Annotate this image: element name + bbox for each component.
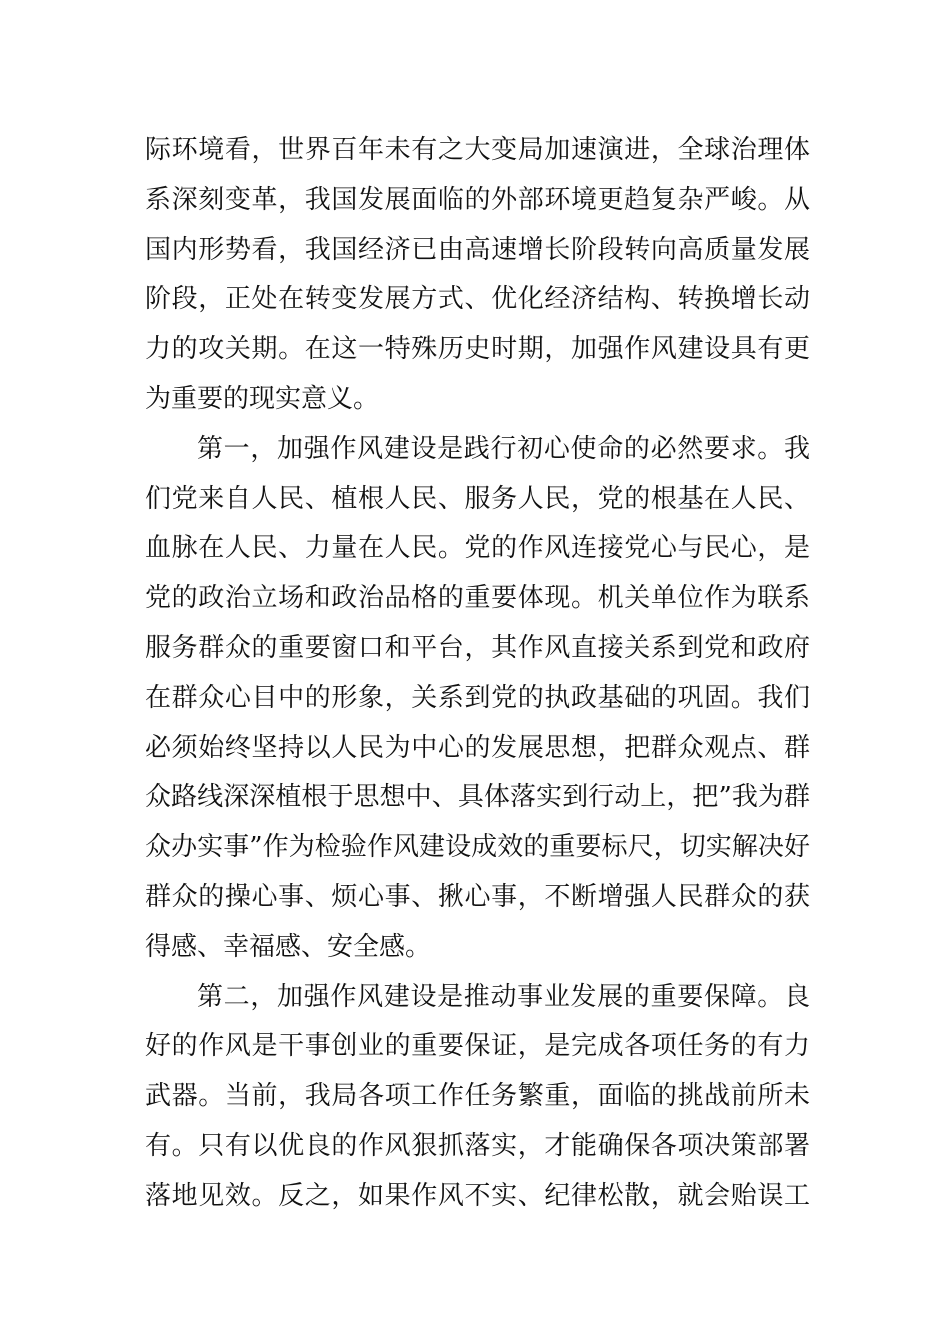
text-line: 群众的操心事、烦心事、揪心事，不断增强人民群众的获 — [145, 881, 810, 912]
text-line: 为重要的现实意义。 — [145, 383, 380, 414]
text-line: 们党来自人民、植根人民、服务人民，党的根基在人民、 — [145, 483, 810, 514]
text-line: 服务群众的重要窗口和平台，其作风直接关系到党和政府 — [145, 632, 810, 663]
text-line: 得感、幸福感、安全感。 — [145, 931, 432, 962]
text-line: 有。只有以优良的作风狠抓落实，才能确保各项决策部署 — [145, 1130, 810, 1161]
text-line: 必须始终坚持以人民为中心的发展思想，把群众观点、群 — [145, 732, 810, 763]
text-line: 血脉在人民、力量在人民。党的作风连接党心与民心，是 — [145, 533, 810, 564]
text-line: 武器。当前，我局各项工作任务繁重，面临的挑战前所未 — [145, 1081, 810, 1112]
text-line: 众办实事”作为检验作风建设成效的重要标尺，切实解决好 — [145, 832, 810, 863]
text-line: 国内形势看，我国经济已由高速增长阶段转向高质量发展 — [145, 234, 810, 265]
text-line: 众路线深深植根于思想中、具体落实到行动上，把”我为群 — [145, 782, 810, 813]
text-line: 落地见效。反之，如果作风不实、纪律松散，就会贻误工 — [145, 1180, 810, 1211]
text-line: 在群众心目中的形象，关系到党的执政基础的巩固。我们 — [145, 682, 810, 713]
paragraph-heading-line: 第一，加强作风建设是践行初心使命的必然要求。我 — [197, 433, 810, 464]
text-line: 党的政治立场和政治品格的重要体现。机关单位作为联系 — [145, 583, 810, 614]
paragraph-heading-line: 第二，加强作风建设是推动事业发展的重要保障。良 — [197, 981, 810, 1012]
text-line: 阶段，正处在转变发展方式、优化经济结构、转换增长动 — [145, 284, 810, 315]
text-line: 好的作风是干事创业的重要保证，是完成各项任务的有力 — [145, 1031, 810, 1062]
text-line: 力的攻关期。在这一特殊历史时期，加强作风建设具有更 — [145, 334, 810, 365]
body-text — [145, 126, 810, 1222]
text-line: 际环境看，世界百年未有之大变局加速演进，全球治理体 — [145, 135, 810, 165]
text-line: 系深刻变革，我国发展面临的外部环境更趋复杂严峻。从 — [145, 184, 810, 215]
